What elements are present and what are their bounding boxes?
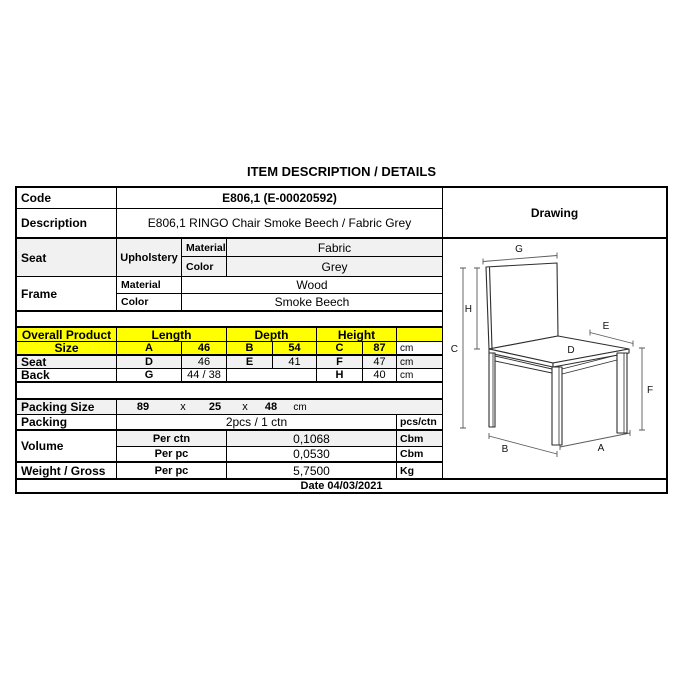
- spacer-row: [17, 383, 443, 400]
- overall-size-label-line2: Size: [17, 342, 117, 356]
- dim-label-c: C: [450, 344, 458, 355]
- spacer-row: [17, 312, 443, 328]
- seat-material-value: Fabric: [227, 239, 443, 257]
- volume-per-ctn-unit: Cbm: [397, 431, 443, 447]
- back-dim-label: Back: [17, 369, 117, 383]
- seat-height-key: F: [317, 356, 363, 369]
- page-title: ITEM DESCRIPTION / DETAILS: [247, 164, 436, 179]
- code-value: E806,1 (E-00020592): [117, 188, 443, 209]
- seat-color-label: Color: [182, 257, 227, 277]
- frame-label: Frame: [17, 277, 117, 312]
- packing-size-dim3: 48: [264, 401, 278, 413]
- dim-label-h: H: [464, 304, 472, 315]
- seat-upholstery-label: Upholstery: [117, 239, 182, 277]
- weight-per-label: Per pc: [117, 463, 227, 480]
- packing-size-unit: cm: [293, 401, 307, 413]
- seat-height-value: 47: [363, 356, 397, 369]
- packing-size-value: [117, 400, 443, 415]
- drawing-header: Drawing: [443, 188, 666, 239]
- height-header: Height: [317, 328, 397, 342]
- dim-label-g: G: [515, 244, 523, 255]
- back-depth-empty-cell: [227, 369, 317, 383]
- overall-unit: cm: [397, 342, 443, 356]
- overall-height-key: C: [317, 342, 363, 356]
- back-length-key: G: [117, 369, 182, 383]
- overall-size-label-line1: Overall Product: [17, 328, 117, 342]
- back-length-value: 44 / 38: [182, 369, 227, 383]
- packing-size-dim1: 89: [136, 401, 150, 413]
- volume-per-pc-unit: Cbm: [397, 447, 443, 463]
- seat-dim-label: Seat: [17, 356, 117, 369]
- frame-material-label: Material: [117, 277, 182, 294]
- weight-label: Weight / Gross: [17, 463, 117, 480]
- dim-label-e: E: [602, 321, 610, 332]
- packing-value: 2pcs / 1 ctn: [117, 415, 397, 431]
- weight-value: 5,7500: [227, 463, 397, 480]
- packing-size-sep2: x: [242, 401, 248, 413]
- seat-length-value: 46: [182, 356, 227, 369]
- weight-unit: Kg: [397, 463, 443, 480]
- drawing-cell: [443, 239, 666, 480]
- description-label: Description: [17, 209, 117, 239]
- back-height-value: 40: [363, 369, 397, 383]
- chair-drawing: [443, 239, 666, 478]
- overall-length-value: 46: [182, 342, 227, 356]
- seat-depth-key: E: [227, 356, 273, 369]
- dim-label-f: F: [647, 385, 654, 396]
- seat-unit: cm: [397, 356, 443, 369]
- dim-label-b: B: [501, 444, 509, 455]
- seat-material-label: Material: [182, 239, 227, 257]
- code-label: Code: [17, 188, 117, 209]
- packing-label: Packing: [17, 415, 117, 431]
- volume-per-ctn-label: Per ctn: [117, 431, 227, 447]
- overall-length-key: A: [117, 342, 182, 356]
- volume-label: Volume: [17, 431, 117, 463]
- description-value: E806,1 RINGO Chair Smoke Beech / Fabric Grey: [117, 209, 443, 239]
- header-blank-cell: [397, 328, 443, 342]
- chair-outline: [486, 263, 629, 445]
- back-unit: cm: [397, 369, 443, 383]
- overall-depth-value: 54: [273, 342, 317, 356]
- date-row: Date 04/03/2021: [300, 480, 383, 492]
- seat-length-key: D: [117, 356, 182, 369]
- volume-per-ctn-value: 0,1068: [227, 431, 397, 447]
- depth-header: Depth: [227, 328, 317, 342]
- frame-color-label: Color: [117, 294, 182, 312]
- seat-color-value: Grey: [227, 257, 443, 277]
- dim-label-d: D: [567, 345, 575, 356]
- packing-unit: pcs/ctn: [397, 415, 443, 431]
- back-height-key: H: [317, 369, 363, 383]
- frame-material-value: Wood: [182, 277, 443, 294]
- volume-per-pc-label: Per pc: [117, 447, 227, 463]
- seat-depth-value: 41: [273, 356, 317, 369]
- dim-label-a: A: [597, 443, 605, 454]
- packing-size-sep1: x: [180, 401, 186, 413]
- packing-size-dim2: 25: [208, 401, 222, 413]
- volume-per-pc-value: 0,0530: [227, 447, 397, 463]
- seat-label: Seat: [17, 239, 117, 277]
- length-header: Length: [117, 328, 227, 342]
- spec-table: [15, 186, 668, 494]
- overall-depth-key: B: [227, 342, 273, 356]
- packing-size-label: Packing Size: [17, 400, 117, 415]
- overall-height-value: 87: [363, 342, 397, 356]
- frame-color-value: Smoke Beech: [182, 294, 443, 312]
